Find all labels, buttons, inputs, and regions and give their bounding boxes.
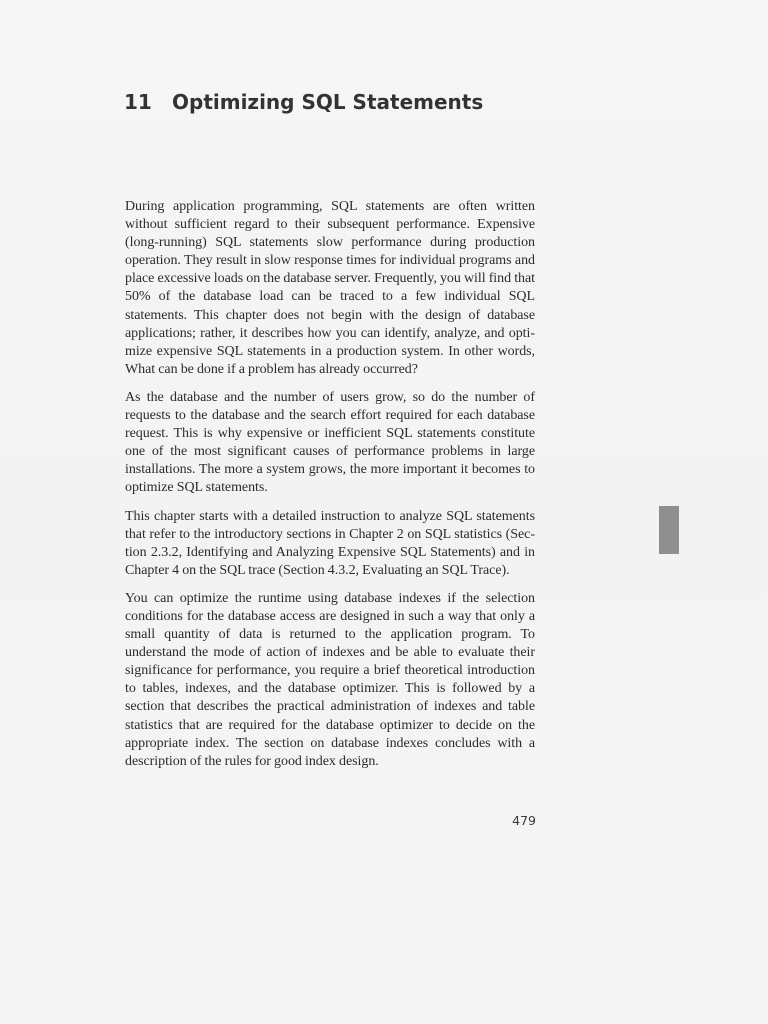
- chapter-heading: [124, 85, 684, 119]
- page-number: 479: [512, 813, 536, 828]
- chapter-number: 11: [124, 90, 152, 114]
- paragraph-indexes: You can optimize the runtime using database indexes if the selection conditions for the database access are designed in such a way that only a small quantity of data is returned to the application program. To understand the mode of action of indexes and be able to evaluate their significance for performance, you require a brief theoretical introduction to tables, indexes, and the database optimizer. This is followed by a section that describes the practical administration of indexes and table statistics that are required for the database optimizer to decide on the appropriate index. The section on database indexes concludes with a description of the rules for good index design.: [125, 590, 535, 769]
- paragraph-intro: During application programming, SQL statements are often written without sufficient regard to their subsequent performance. Expensive (long-running) SQL statements slow performance during production operation. They result in slow response times for individual programs and place excessive loads on the database server. Frequently, you will find that 50% of the database load can be traced to a few individual SQL statements. This chapter does not begin with the design of database applications; rather, it describes how you can identify, analyze, and optimize expensive SQL statements in a production system. In other words, What can be done if a problem has already occurred?: [125, 199, 535, 377]
- chapter-thumb-tab: [659, 506, 679, 554]
- paragraph-growth: As the database and the number of users grow, so do the number of requests to the database and the search effort required for each database request. This is why expensive or inefficient SQL statements constitute one of the most significant causes of performance problems in large installations. The more a system grows, the more important it becomes to optimize SQL statements.: [125, 389, 535, 496]
- paragraph-chapter-overview: This chapter starts with a detailed instruction to analyze SQL statements that refer to the introductory sections in Chapter 2 on SQL statistics (Section 2.3.2, Identifying and Analyzing Expensive SQL Statements) and in Chapter 4 on the SQL trace (Section 4.3.2, Evaluating an SQL Trace).: [125, 508, 535, 578]
- chapter-body: [125, 198, 535, 781]
- chapter-title: Optimizing SQL Statements: [172, 90, 484, 114]
